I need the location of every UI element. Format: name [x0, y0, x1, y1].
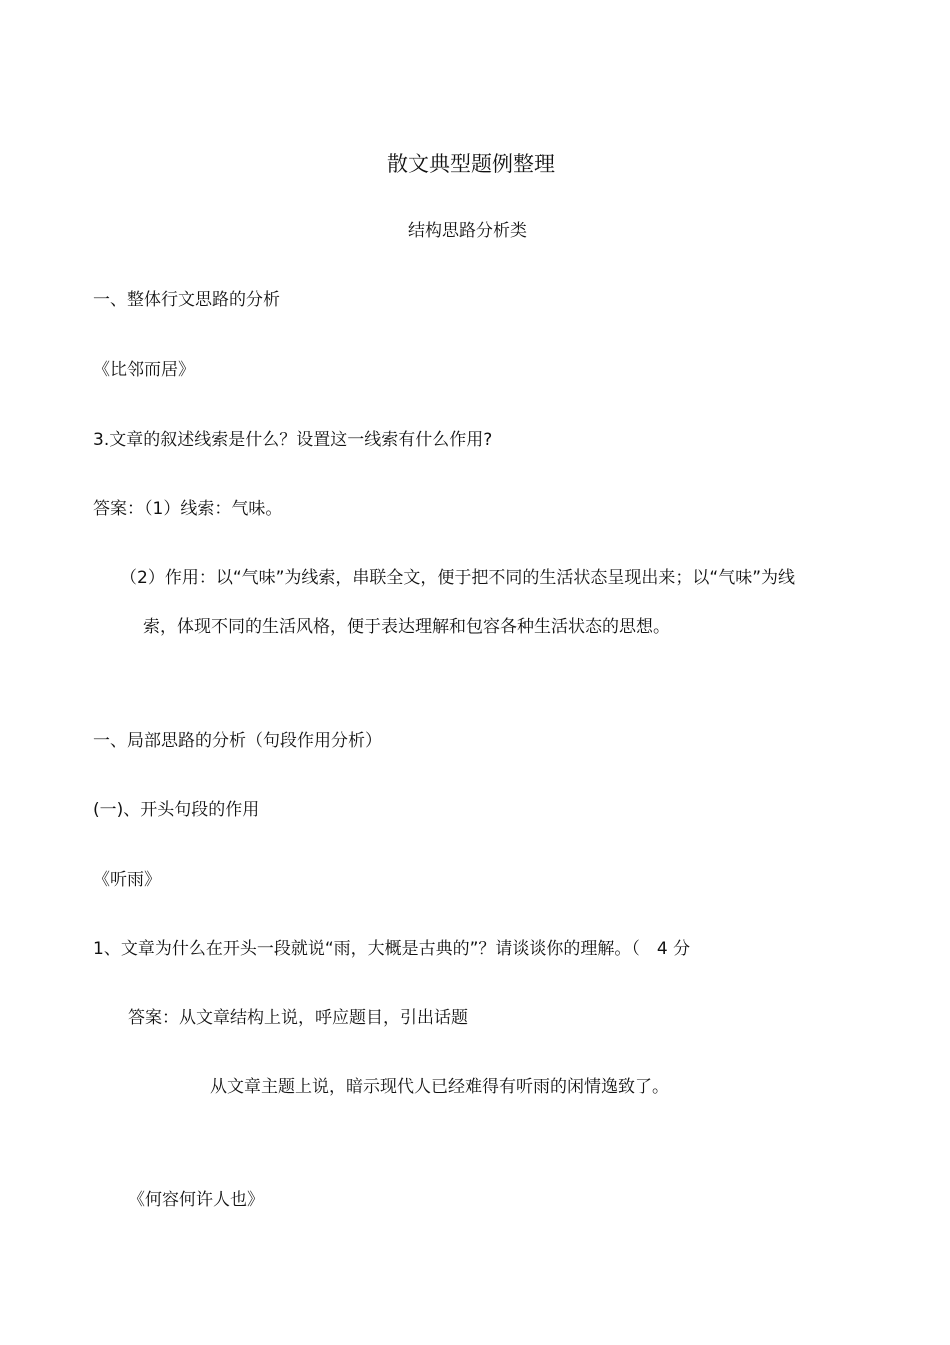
answer-1-line-1: 答案：从文章结构上说，呼应题目，引出话题	[128, 1008, 468, 1028]
document-subtitle: 结构思路分析类	[408, 221, 527, 241]
answer-1-line-2: 从文章主题上说，暗示现代人已经难得有听雨的闲情逸致了。	[210, 1077, 669, 1097]
subsection-heading-opening: (一)、开头句段的作用	[93, 800, 260, 820]
answer-3-part-1: 答案：（1）线索：气味。	[93, 499, 283, 519]
question-1: 1、文章为什么在开头一段就说“雨，大概是古典的”？请谈谈你的理解。（ 4 分	[93, 939, 691, 959]
question-3: 3.文章的叙述线索是什么？设置这一线索有什么作用?	[93, 430, 493, 450]
section-heading-local: 一、局部思路的分析（句段作用分析）	[93, 731, 382, 751]
answer-3-part-2-line-2: 索，体现不同的生活风格，便于表达理解和包容各种生活状态的思想。	[143, 617, 670, 637]
work-title-herong: 《何容何许人也》	[128, 1190, 264, 1210]
document-title: 散文典型题例整理	[387, 152, 555, 176]
work-title-tingyu: 《听雨》	[93, 870, 161, 890]
work-title-biliner: 《比邻而居》	[93, 360, 195, 380]
section-heading-overall: 一、整体行文思路的分析	[93, 290, 280, 310]
answer-3-part-2-line-1: （2）作用：以“气味”为线索，串联全文，便于把不同的生活状态呈现出来；以“气味”为线	[120, 568, 796, 588]
